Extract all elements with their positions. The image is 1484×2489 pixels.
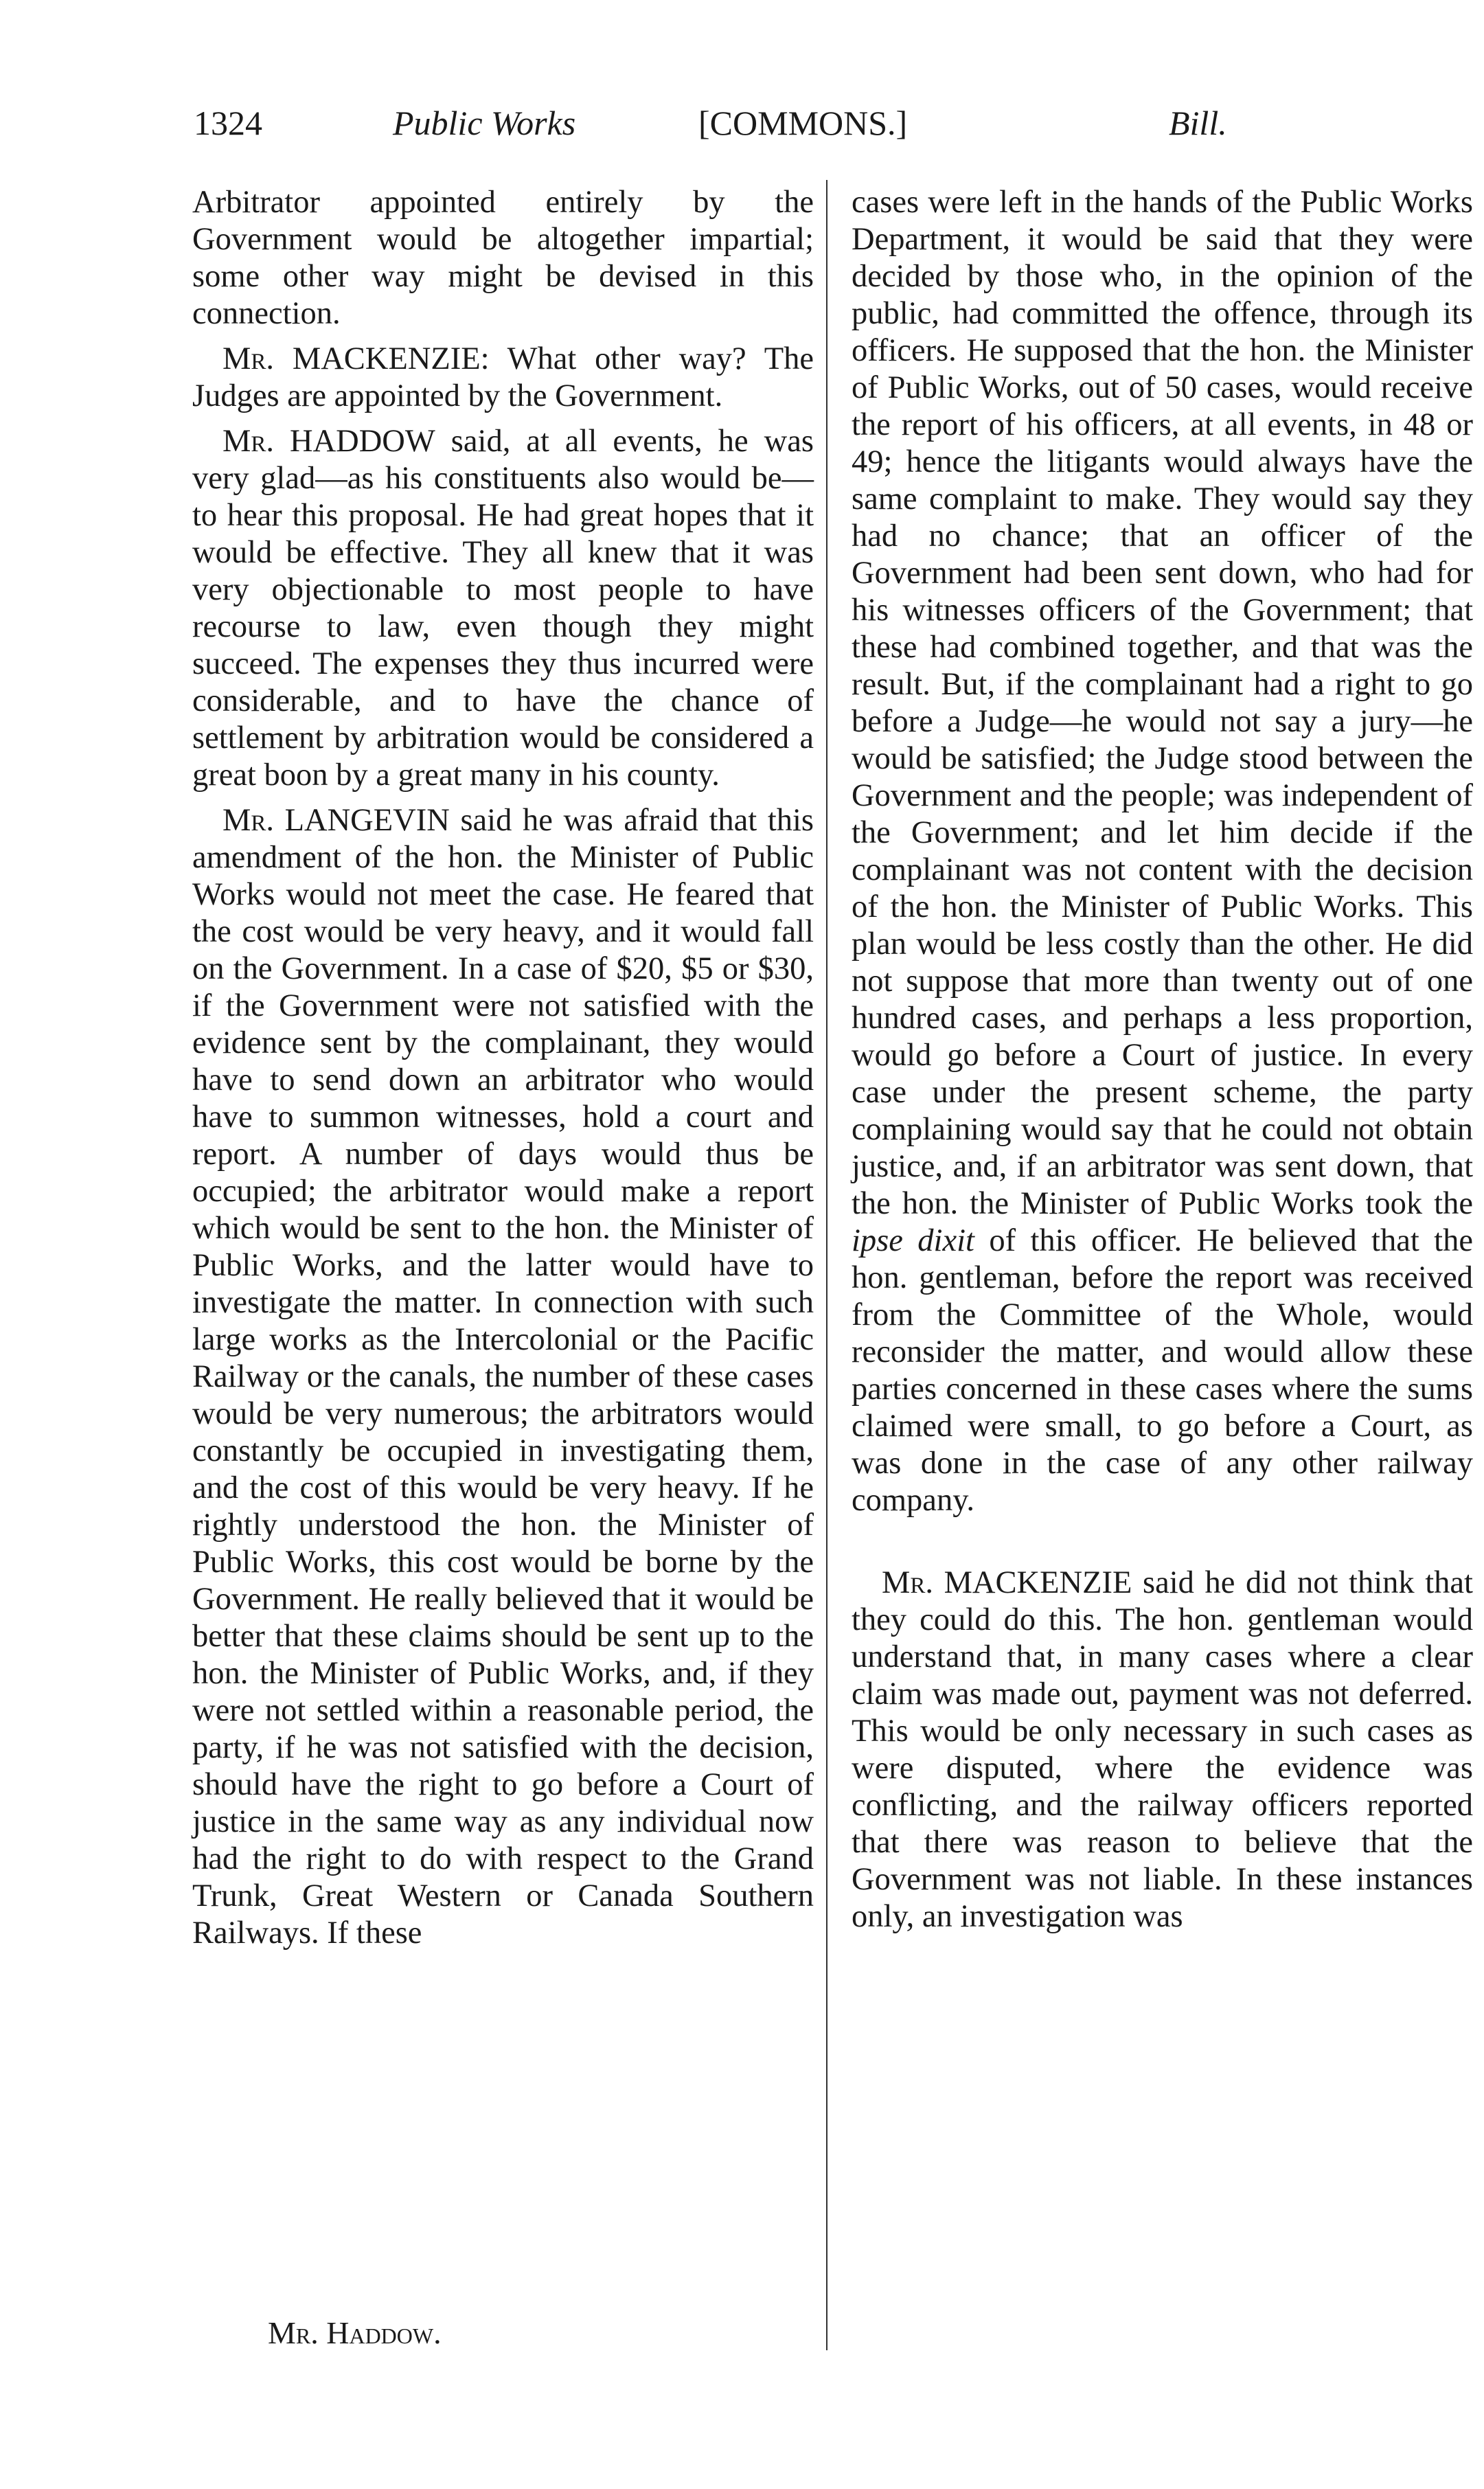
running-title-right: Bill.	[1169, 104, 1227, 142]
paragraph-text: said, at all events, he was very glad—as his constituents also would be—to hear this proposal. He had great hopes that it would be effective. They all knew that it was very objectionable to most people to have recourse to law, even though they might succeed. The expenses they thus incurred were considerable, and to have the chance of settlement by arbitration would be considered a great boon by a great many in his county.	[192, 424, 814, 793]
speaker-name: Mr. HADDOW	[222, 424, 435, 459]
paragraph-text: Arbitrator appointed entirely by the Government would be altogether impartial; some other way might be devised in this connection.	[192, 185, 814, 331]
paragraph	[192, 341, 814, 415]
running-title-left: Public Works	[393, 104, 576, 142]
left-column	[192, 184, 814, 1960]
italic-phrase: ipse dixit	[852, 1223, 974, 1258]
page-header	[194, 103, 1292, 158]
paragraph-text: of this officer. He believed that the hon. gentleman, before the report was received from the Committee of the Whole, would reconsider the matter, and would allow these parties concerned in these cases where the sums claimed were small, to go before a Court, as was done in the case of any other railway company.	[852, 1223, 1473, 1518]
column-divider	[826, 180, 827, 2350]
paragraph-text: said he did not think that they could do this. The hon. gentleman would understand that, in many cases where a clear claim was made out, payment was not deferred. This would be only necessary in such cases as were disputed, where the evidence was conflicting, and the railway officers reported that there was reason to believe that the Government was not liable. In these instances only, an investigation was	[852, 1565, 1473, 1934]
speaker-name: Mr. MACKENZIE:	[222, 341, 490, 376]
paragraph	[852, 1565, 1473, 1935]
paragraph	[192, 423, 814, 794]
paragraph-text: said he was afraid that this amendment of the hon. the Minister of Public Works would not meet the case. He feared that the cost would be very heavy, and it would fall on the Government. In a case of $20, $5 or $30, if the Government were not satisfied with the evidence sent by the complainant, they would have to send down an arbitrator who would have to summon witnesses, hold a court and report. A number of days would thus be occupied; the arbitrator would make a report which would be sent to the hon. the Minister of Public Works, and the latter would have to investigate the matter. In connection with such large works as the Intercolonial or the Pacific Railway or the canals, the number of these cases would be very numerous; the arbitrators would constantly be occupied in investigating them, and the cost of this would be very heavy. If he rightly understood the hon. the Minister of Public Works, this cost would be borne by the Government. He really believed that it would be better that these claims should be sent up to the hon. the Minister of Public Works, and, if they were not settled within a reasonable period, the party, if he was not satisfied with the decision, should have the right to go before a Court of justice in the same way as any individual now had the right to do with respect to the Grand Trunk, Great Western or Canada Southern Railways. If these	[192, 803, 814, 1951]
paragraph-text: What other way? The Judges are appointed by the Government.	[192, 341, 814, 413]
running-title-center: [COMMONS.]	[698, 104, 908, 142]
catchword: Mr. Haddow.	[268, 2315, 442, 2350]
paragraph-text: cases were left in the hands of the Public Works Department, it would be said that they were decided by those who, in the opinion of the public, had committed the offence, through its officers. He supposed that the hon. the Minister of Public Works, out of 50 cases, would receive the report of his officers, at all events, in 48 or 49; hence the litigants would always have the same complaint to make. They would say they had no chance; that an officer of the Government had been sent down, who had for his witnesses officers of the Government; that these had combined together, and that was the result. But, if the complainant had a right to go before a Judge—he would not say a jury—he would be satisfied; the Judge stood between the Government and the people; was independent of the Government; and let him decide if the complainant was not content with the decision of the hon. the Minister of Public Works. This plan would be less costly than the other. He did not suppose that more than twenty out of one hundred cases, and perhaps a less proportion, would go before a Court of justice. In every case under the present scheme, the party complaining would say that he could not obtain justice, and, if an arbitrator was sent down, that the hon. the Minister of Public Works took the	[852, 185, 1473, 1221]
paragraph	[192, 802, 814, 1952]
paragraph	[852, 184, 1473, 1519]
paragraph	[192, 184, 814, 332]
speaker-name: Mr. LANGEVIN	[222, 803, 450, 838]
paragraph-gap	[852, 1527, 1473, 1565]
right-column	[852, 184, 1473, 1944]
speaker-name: Mr. MACKENZIE	[882, 1565, 1132, 1600]
page-number: 1324	[194, 104, 262, 142]
